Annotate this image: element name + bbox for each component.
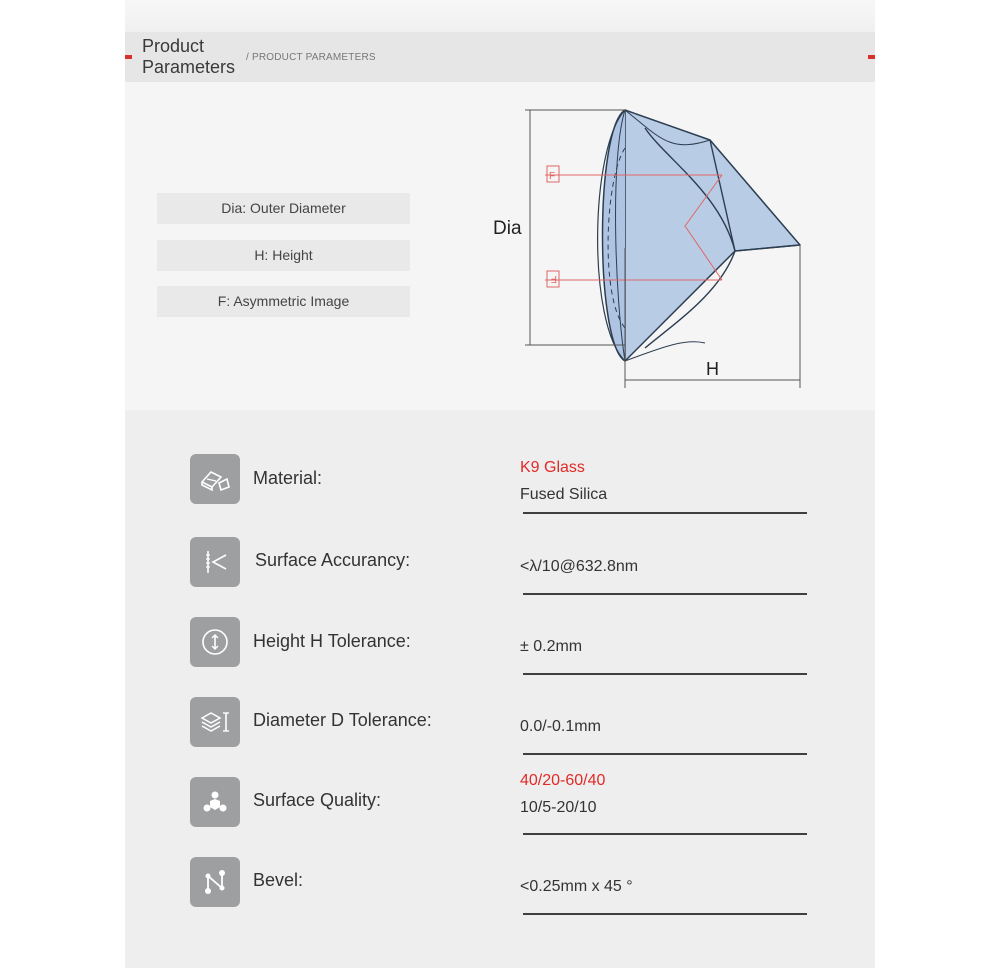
param-label-material: Material: <box>253 468 323 488</box>
dia-label: Dia <box>493 218 522 239</box>
param-values-diameter-tolerance <box>520 713 810 740</box>
param-values-bevel <box>520 873 810 900</box>
param-label-surface-quality: Surface Quality: <box>253 790 382 810</box>
diagram-area <box>125 82 875 410</box>
page-title-text: Product Parameters <box>142 36 236 77</box>
legend-item-height: H: Height <box>157 240 410 271</box>
param-row-bevel <box>125 857 875 937</box>
param-row-height-tolerance <box>125 617 875 697</box>
param-label-height-tolerance: Height H Tolerance: <box>253 631 411 651</box>
param-label-bevel: Bevel: <box>253 870 304 890</box>
left-accent-tick <box>125 55 132 59</box>
diameter-tolerance-icon <box>190 697 240 747</box>
param-value: <λ/10@632.8nm <box>520 558 639 575</box>
param-label-surface-accuracy: Surface Accurancy: <box>255 550 411 570</box>
param-value: 10/5-20/10 <box>520 799 597 816</box>
h-label: H <box>706 359 719 379</box>
param-underline <box>523 512 807 514</box>
param-underline <box>523 833 807 835</box>
product-parameters-page <box>125 0 875 968</box>
param-value-highlight: K9 Glass <box>520 459 585 476</box>
param-underline <box>523 673 807 675</box>
param-label-diameter-tolerance: Diameter D Tolerance: <box>253 710 432 730</box>
param-row-diameter-tolerance <box>125 697 875 777</box>
param-value: <0.25mm x 45 ° <box>520 878 633 895</box>
legend-item-asymmetric: F: Asymmetric Image <box>157 286 410 317</box>
param-values-material <box>520 454 810 508</box>
material-blocks-icon <box>190 454 240 504</box>
param-values-surface-accuracy <box>520 553 810 580</box>
param-value-highlight: 40/20-60/40 <box>520 772 606 789</box>
svg-text:F: F <box>549 171 556 182</box>
page-title <box>142 36 242 78</box>
svg-text:F: F <box>550 273 557 284</box>
param-underline <box>523 753 807 755</box>
param-value: ± 0.2mm <box>520 638 583 655</box>
parameters-area <box>125 410 875 968</box>
legend-item-dia: Dia: Outer Diameter <box>157 193 410 224</box>
param-values-surface-quality <box>520 767 810 821</box>
surface-accuracy-icon <box>190 537 240 587</box>
page-subtitle: / PRODUCT PARAMETERS <box>246 52 376 63</box>
param-value: Fused Silica <box>520 486 608 503</box>
param-underline <box>523 593 807 595</box>
param-values-height-tolerance <box>520 633 810 660</box>
roof-prism-diagram <box>485 98 815 398</box>
right-accent-tick <box>868 55 875 59</box>
param-underline <box>523 913 807 915</box>
top-strip <box>125 0 875 32</box>
param-row-surface-quality <box>125 772 875 857</box>
param-value: 0.0/-0.1mm <box>520 718 601 735</box>
surface-quality-icon <box>190 777 240 827</box>
param-row-surface-accuracy <box>125 537 875 617</box>
param-row-material <box>125 454 875 534</box>
height-tolerance-icon <box>190 617 240 667</box>
bevel-icon <box>190 857 240 907</box>
prism-body <box>598 110 800 361</box>
